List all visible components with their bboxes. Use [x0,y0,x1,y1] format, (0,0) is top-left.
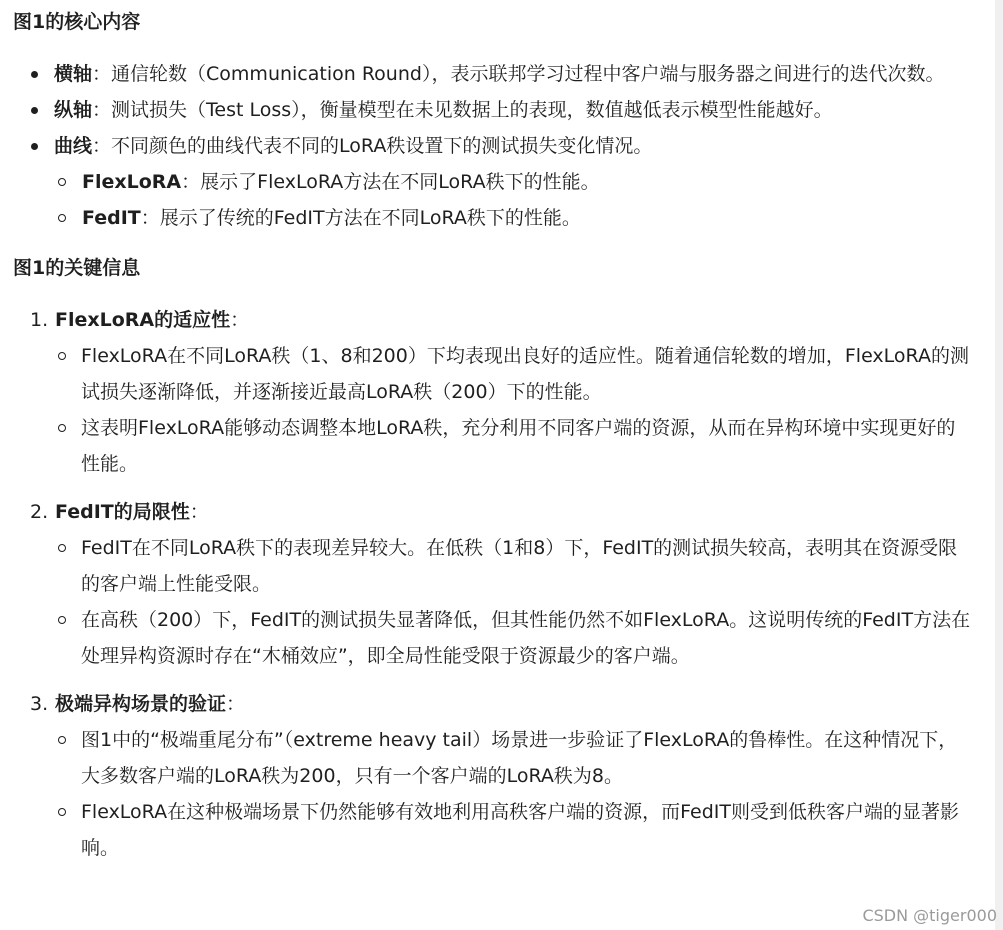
numbered-item [13,494,973,674]
scrollbar[interactable] [995,0,1003,930]
article-content [13,2,973,878]
watermark: CSDN @tiger000 [862,906,997,925]
item-term: FlexLoRA的适应性 [55,309,231,331]
list-item [13,128,973,236]
item-text: 不同颜色的曲线代表不同的LoRA秩设置下的测试损失变化情况。 [111,135,653,157]
numbered-list [13,302,973,866]
item-number: 3. [30,693,49,715]
sub-list [41,530,973,674]
sub-item-text: 展示了FlexLoRA方法在不同LoRA秩下的性能。 [200,171,600,193]
sub-item-separator: ： [140,207,160,229]
sub-list-item: 这表明FlexLoRA能够动态调整本地LoRA秩，充分利用不同客户端的资源，从而在异构环境中实现更好的性能。 [41,410,973,482]
item-separator: ： [230,309,250,331]
numbered-item [13,302,973,482]
sub-list-item [54,200,973,236]
numbered-item [13,686,973,866]
item-text: 通信轮数（Communication Round），表示联邦学习过程中客户端与服务器之间进行的迭代次数。 [111,63,945,85]
sub-list [54,164,973,236]
item-separator: ： [92,63,112,85]
item-term: 纵轴 [54,99,93,121]
sub-list-item: 在高秩（200）下，FedIT的测试损失显著降低，但其性能仍然不如FlexLoRA。这说明传统的FedIT方法在处理异构资源时存在“木桶效应”，即全局性能受限于资源最少的客户端。 [41,602,973,674]
bullet-list [13,56,973,236]
item-term: FedIT的局限性 [55,501,190,523]
sub-item-text: 展示了传统的FedIT方法在不同LoRA秩下的性能。 [159,207,581,229]
sub-list-item: FlexLoRA在不同LoRA秩（1、8和200）下均表现出良好的适应性。随着通信轮数的增加，FlexLoRA的测试损失逐渐降低，并逐渐接近最高LoRA秩（200）下的性能。 [41,338,973,410]
list-item [13,92,973,128]
item-text: 测试损失（Test Loss），衡量模型在未见数据上的表现，数值越低表示模型性能越好。 [111,99,833,121]
item-separator: ： [92,135,112,157]
item-number: 1. [30,309,49,331]
sub-list-item: FedIT在不同LoRA秩下的表现差异较大。在低秩（1和8）下，FedIT的测试损失较高，表明其在资源受限的客户端上性能受限。 [41,530,973,602]
item-term: 极端异构场景的验证 [55,693,227,715]
sub-list-item: FlexLoRA在这种极端场景下仍然能够有效地利用高秩客户端的资源，而FedIT则受到低秩客户端的显著影响。 [41,794,973,866]
sub-item-term: FedIT [82,207,141,229]
sub-item-term: FlexLoRA [82,171,182,193]
list-item [13,56,973,92]
sub-item-separator: ： [181,171,201,193]
item-separator: ： [92,99,112,121]
section-heading: 图1的核心内容 [13,11,141,33]
sub-list-item: 图1中的“极端重尾分布”（extreme heavy tail）场景进一步验证了FlexLoRA的鲁棒性。在这种情况下，大多数客户端的LoRA秩为200，只有一个客户端的LoRA秩为8。 [41,722,973,794]
sub-list [41,338,973,482]
section-heading: 图1的关键信息 [13,257,141,279]
item-number: 2. [30,501,49,523]
item-separator: ： [226,693,246,715]
item-separator: ： [189,501,209,523]
item-term: 横轴 [54,63,93,85]
sub-list [41,722,973,866]
sub-list-item [54,164,973,200]
item-term: 曲线 [54,135,93,157]
